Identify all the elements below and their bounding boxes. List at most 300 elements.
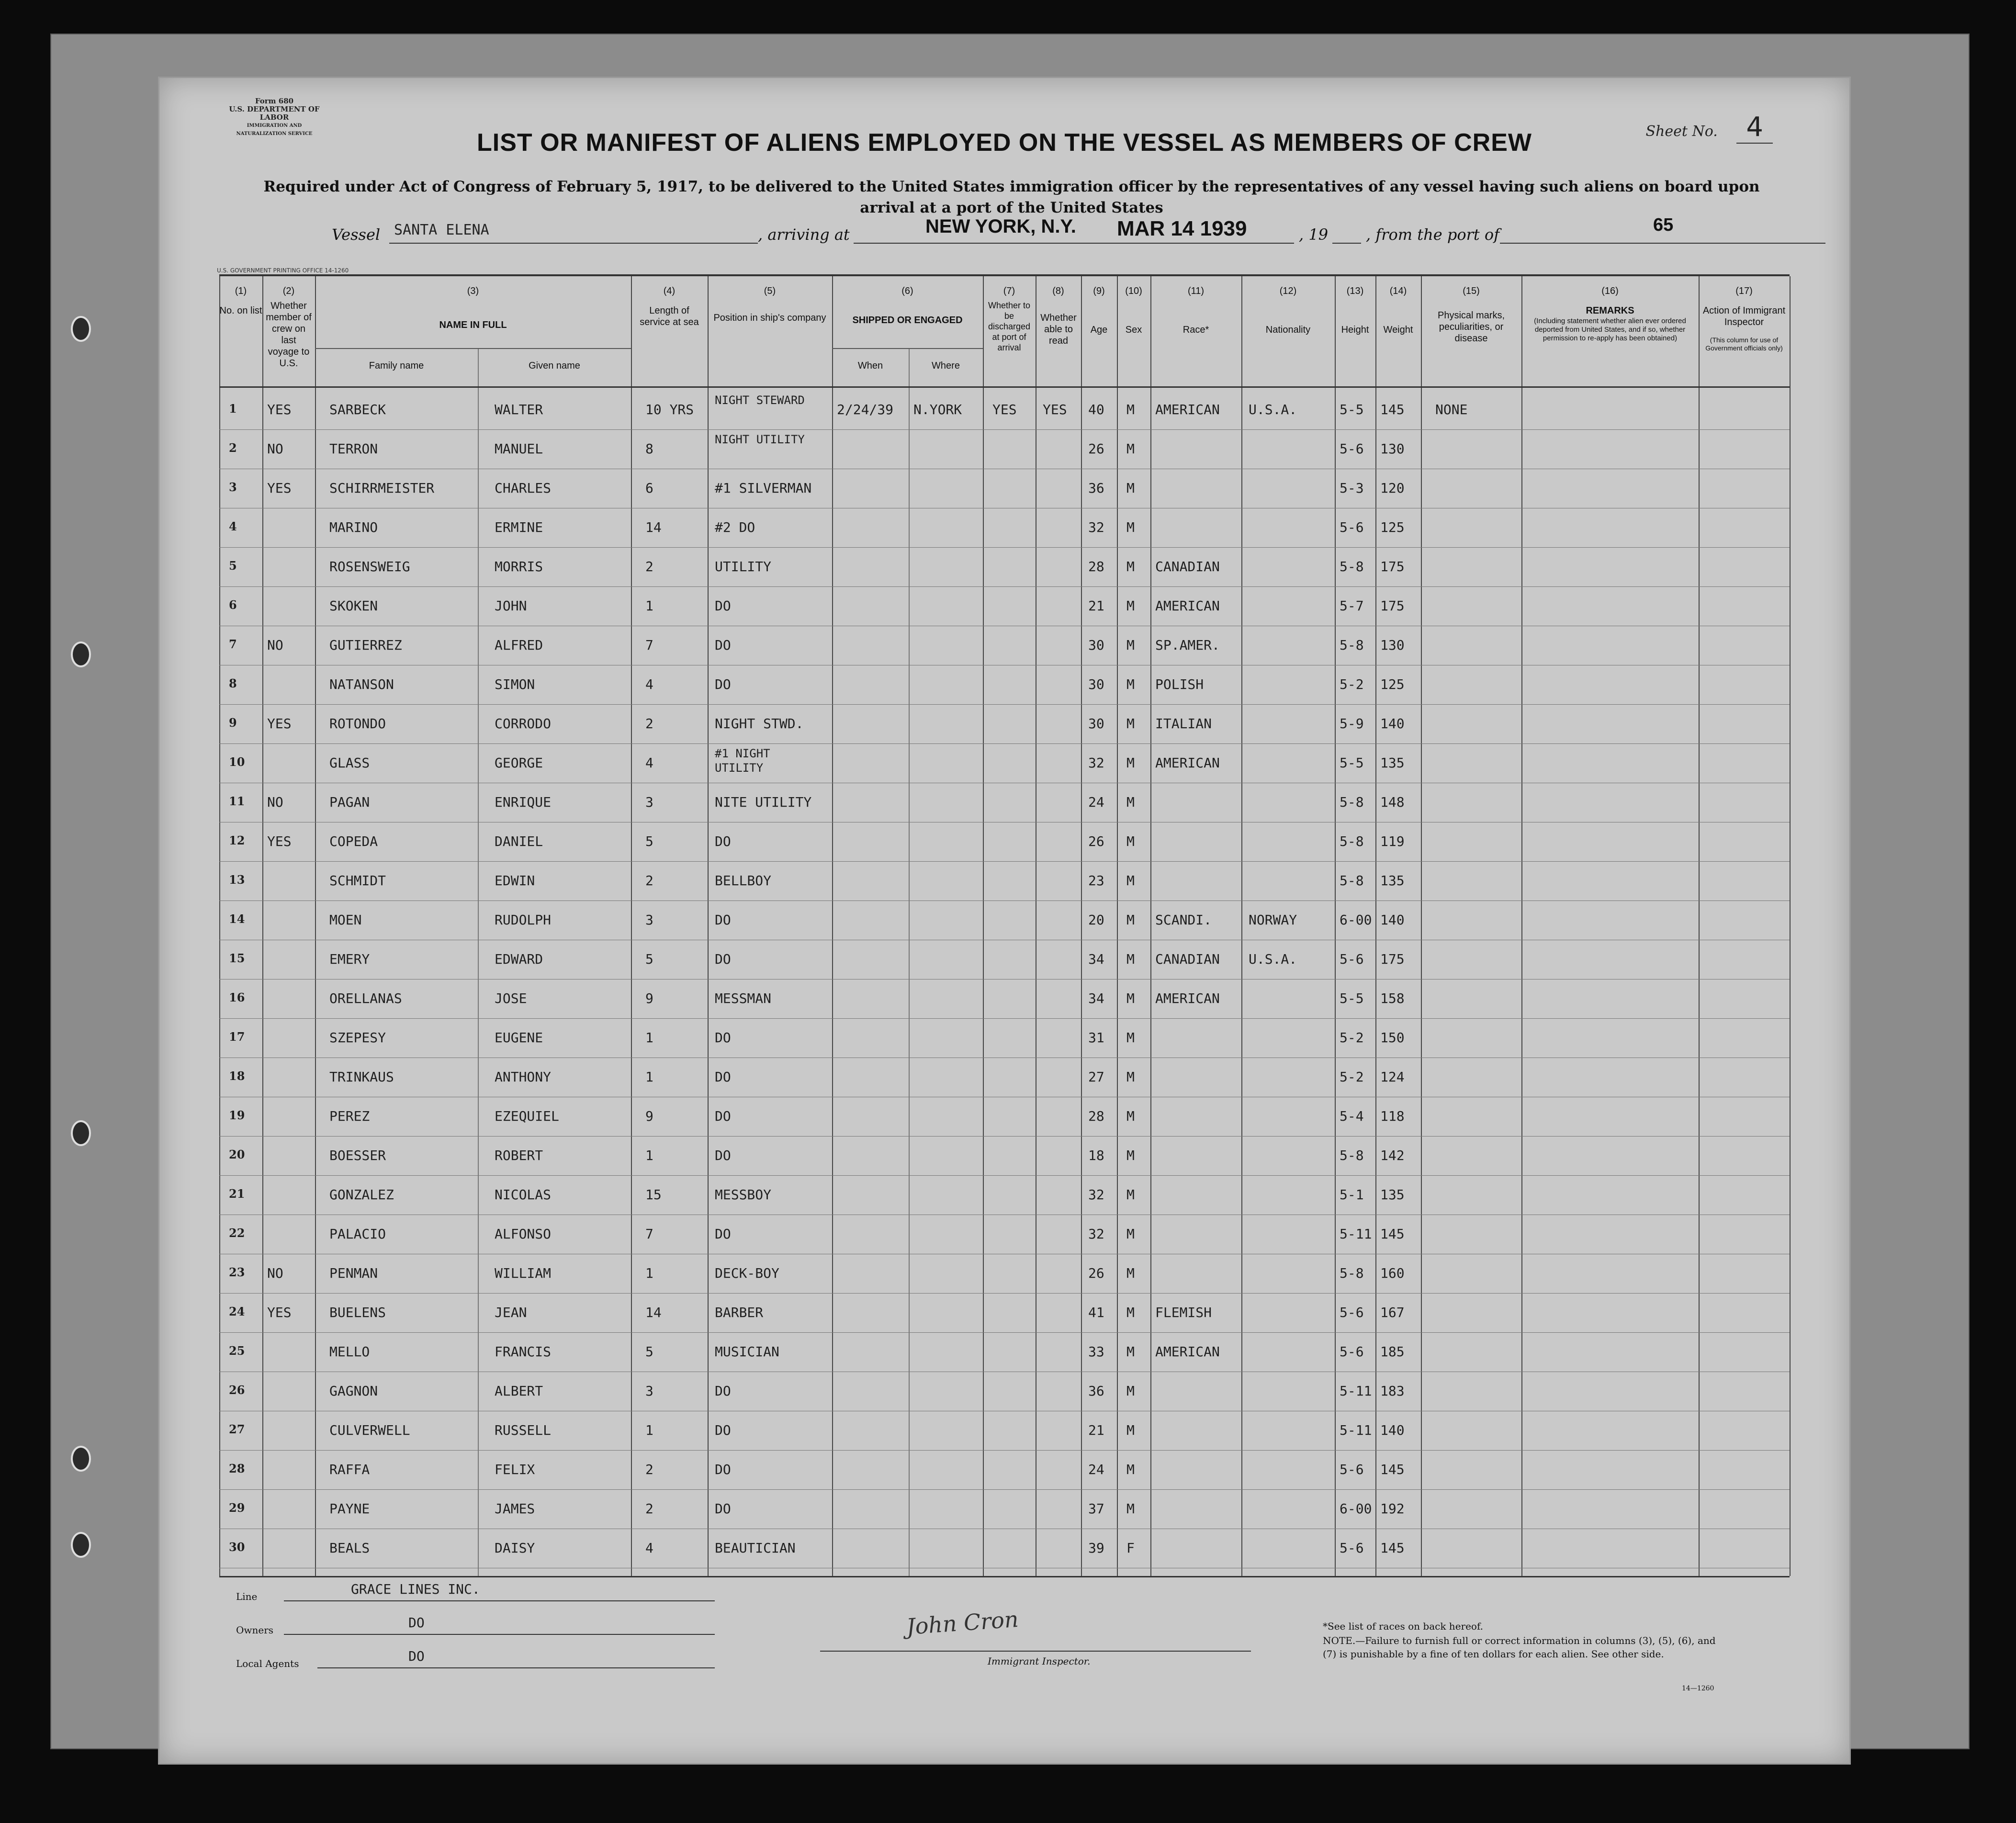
cell-sex: M [1126, 1108, 1135, 1124]
cell-age: 26 [1088, 833, 1104, 849]
table-row [219, 509, 1790, 548]
cell-given-name: GEORGE [495, 755, 543, 771]
cell-length-of-service: 3 [645, 912, 653, 928]
table-row [219, 587, 1790, 626]
cell-height: 5-7 [1340, 598, 1364, 614]
cell-family-name: MOEN [329, 912, 362, 928]
col-last-voyage: Whether member of crew on last voyage to U.S. [266, 301, 312, 369]
cell-age: 32 [1088, 1187, 1104, 1203]
cell-given-name: NICOLAS [495, 1187, 552, 1203]
table-row [219, 744, 1790, 783]
cell-length-of-service: 6 [645, 480, 653, 496]
cell-weight: 175 [1380, 951, 1405, 967]
col-shipped-or-engaged: SHIPPED OR ENGAGED [852, 315, 963, 326]
cell-length-of-service: 7 [645, 1226, 653, 1242]
cell-position: MESSMAN [715, 990, 772, 1006]
cell-height: 5-1 [1340, 1187, 1364, 1203]
vessel-line: Vessel SANTA ELENA , arriving at NEW YORK, N.Y. MAR 14 1939 , 19 , from the port of 65 [332, 222, 1816, 246]
cell-position: DO [715, 833, 731, 849]
table-row [219, 1058, 1790, 1097]
cell-row-number: 18 [229, 1069, 245, 1083]
cell-weight: 145 [1380, 1540, 1405, 1556]
col-no-on-list: No. on list [219, 305, 262, 316]
cell-last-voyage: NO [267, 1265, 283, 1281]
cell-sex: M [1126, 676, 1135, 692]
cell-family-name: SCHIRRMEISTER [329, 480, 435, 496]
cell-row-number: 5 [229, 559, 237, 573]
table-row [219, 1490, 1790, 1529]
cell-given-name: ANTHONY [495, 1069, 552, 1085]
cell-family-name: ROTONDO [329, 716, 386, 731]
cell-row-number: 22 [229, 1226, 245, 1240]
cell-age: 32 [1088, 1226, 1104, 1242]
cell-row-number: 3 [229, 480, 237, 494]
cell-sex: M [1126, 833, 1135, 849]
owners-value: DO [408, 1615, 425, 1631]
cell-age: 40 [1088, 402, 1104, 417]
cell-family-name: ORELLANAS [329, 990, 402, 1006]
cell-row-number: 27 [229, 1422, 245, 1436]
table-row [219, 1176, 1790, 1215]
table-row [219, 1137, 1790, 1176]
cell-family-name: TERRON [329, 441, 378, 457]
cell-weight: 140 [1380, 716, 1405, 731]
cell-age: 36 [1088, 480, 1104, 496]
cell-given-name: ROBERT [495, 1148, 543, 1163]
cell-weight: 185 [1380, 1344, 1405, 1360]
cell-nationality: NORWAY [1249, 912, 1297, 928]
cell-race: AMERICAN [1155, 402, 1220, 417]
cell-length-of-service: 2 [645, 873, 653, 889]
table-row [219, 666, 1790, 705]
cell-height: 5-8 [1340, 794, 1364, 810]
cell-height: 5-5 [1340, 402, 1364, 417]
col-action-note: (This column for use of Government officials only) [1705, 336, 1783, 352]
cell-weight: 119 [1380, 833, 1405, 849]
cell-position: DO [715, 1108, 731, 1124]
cell-length-of-service: 14 [645, 519, 662, 535]
cell-length-of-service: 4 [645, 1540, 653, 1556]
cell-physical-marks: NONE [1435, 402, 1468, 417]
col-sex: Sex [1125, 325, 1142, 335]
cell-height: 5-2 [1340, 1069, 1364, 1085]
cell-age: 36 [1088, 1383, 1104, 1399]
form-identifier: Form 680 U.S. DEPARTMENT OF LABOR IMMIGRATION AND NATURALIZATION SERVICE [229, 97, 320, 136]
cell-age: 30 [1088, 676, 1104, 692]
cell-position: BEAUTICIAN [715, 1540, 796, 1556]
cell-height: 5-11 [1340, 1226, 1372, 1242]
col-able-to-read: Whether able to read [1040, 313, 1077, 346]
cell-row-number: 25 [229, 1344, 245, 1358]
cell-family-name: CULVERWELL [329, 1422, 410, 1438]
cell-length-of-service: 1 [645, 598, 653, 614]
cell-last-voyage: YES [267, 480, 292, 496]
cell-position: DO [715, 912, 731, 928]
cell-discharged: YES [992, 402, 1017, 417]
cell-position: DO [715, 1422, 731, 1438]
cell-length-of-service: 2 [645, 716, 653, 731]
vessel-name: SANTA ELENA [394, 222, 489, 238]
cell-family-name: MELLO [329, 1344, 370, 1360]
col-remarks: REMARKS [1586, 305, 1634, 316]
table-row [219, 1098, 1790, 1137]
cell-height: 5-2 [1340, 676, 1364, 692]
table-row [219, 941, 1790, 979]
cell-given-name: FELIX [495, 1462, 535, 1477]
cell-weight: 135 [1380, 1187, 1405, 1203]
cell-weight: 135 [1380, 755, 1405, 771]
cell-given-name: DANIEL [495, 833, 543, 849]
cell-weight: 142 [1380, 1148, 1405, 1163]
cell-age: 21 [1088, 598, 1104, 614]
cell-position: DO [715, 598, 731, 614]
cell-height: 5-2 [1340, 1030, 1364, 1046]
cell-row-number: 17 [229, 1030, 245, 1044]
cell-weight: 148 [1380, 794, 1405, 810]
cell-row-number: 15 [229, 951, 245, 965]
cell-family-name: TRINKAUS [329, 1069, 394, 1085]
cell-row-number: 10 [229, 755, 245, 769]
cell-given-name: MANUEL [495, 441, 543, 457]
inspector-signature: John Cron [905, 1606, 1020, 1640]
cell-given-name: JOSE [495, 990, 527, 1006]
cell-position: DO [715, 1148, 731, 1163]
cell-age: 23 [1088, 873, 1104, 889]
cell-race: SCANDI. [1155, 912, 1212, 928]
cell-age: 30 [1088, 637, 1104, 653]
cell-position: MESSBOY [715, 1187, 772, 1203]
table-row [219, 1530, 1790, 1568]
cell-position: DO [715, 1226, 731, 1242]
cell-weight: 140 [1380, 1422, 1405, 1438]
table-row [219, 1412, 1790, 1451]
cell-race: AMERICAN [1155, 990, 1220, 1006]
cell-age: 24 [1088, 794, 1104, 810]
cell-sex: M [1126, 1226, 1135, 1242]
cell-length-of-service: 8 [645, 441, 653, 457]
cell-age: 34 [1088, 951, 1104, 967]
cell-given-name: DAISY [495, 1540, 535, 1556]
cell-sex: M [1126, 1148, 1135, 1163]
cell-sex: M [1126, 637, 1135, 653]
table-row [219, 627, 1790, 665]
arrival-port: NEW YORK, N.Y. [925, 216, 1076, 237]
cell-height: 5-9 [1340, 716, 1364, 731]
table-row [219, 1333, 1790, 1372]
cell-weight: 167 [1380, 1305, 1405, 1320]
cell-row-number: 4 [229, 519, 237, 533]
cell-row-number: 29 [229, 1501, 245, 1515]
cell-position: #1 NIGHT UTILITY [715, 747, 770, 775]
cell-position: DO [715, 1383, 731, 1399]
cell-row-number: 2 [229, 441, 237, 455]
punch-hole [71, 1532, 91, 1558]
cell-sex: M [1126, 1069, 1135, 1085]
cell-given-name: ENRIQUE [495, 794, 552, 810]
cell-given-name: SIMON [495, 676, 535, 692]
col-race: Race* [1183, 325, 1209, 335]
cell-age: 24 [1088, 1462, 1104, 1477]
cell-sex: M [1126, 559, 1135, 574]
cell-family-name: ROSENSWEIG [329, 559, 410, 574]
cell-given-name: ALFRED [495, 637, 543, 653]
cell-sex: M [1126, 873, 1135, 889]
cell-age: 39 [1088, 1540, 1104, 1556]
cell-row-number: 20 [229, 1148, 245, 1161]
cell-position: BELLBOY [715, 873, 772, 889]
cell-weight: 125 [1380, 676, 1405, 692]
cell-given-name: RUDOLPH [495, 912, 552, 928]
cell-nationality: U.S.A. [1249, 402, 1297, 417]
cell-given-name: EUGENE [495, 1030, 543, 1046]
cell-height: 5-3 [1340, 480, 1364, 496]
cell-given-name: FRANCIS [495, 1344, 552, 1360]
cell-weight: 145 [1380, 1226, 1405, 1242]
cell-sex: M [1126, 1383, 1135, 1399]
cell-sex: M [1126, 1187, 1135, 1203]
cell-race: ITALIAN [1155, 716, 1212, 731]
cell-height: 5-6 [1340, 441, 1364, 457]
cell-sex: M [1126, 794, 1135, 810]
manifest-sheet [158, 77, 1851, 1765]
sheet-number: Sheet No. 4 [1646, 112, 1773, 143]
cell-sex: M [1126, 755, 1135, 771]
col-weight: Weight [1383, 325, 1413, 335]
cell-race: AMERICAN [1155, 598, 1220, 614]
cell-sex: M [1126, 1422, 1135, 1438]
cell-position: NIGHT STWD. [715, 716, 804, 731]
cell-height: 5-6 [1340, 1305, 1364, 1320]
cell-given-name: JAMES [495, 1501, 535, 1517]
cell-length-of-service: 7 [645, 637, 653, 653]
cell-age: 32 [1088, 755, 1104, 771]
cell-family-name: COPEDA [329, 833, 378, 849]
cell-given-name: CHARLES [495, 480, 552, 496]
cell-age: 32 [1088, 519, 1104, 535]
cell-height: 5-6 [1340, 1344, 1364, 1360]
cell-given-name: EDWIN [495, 873, 535, 889]
cell-last-voyage: YES [267, 716, 292, 731]
cell-length-of-service: 1 [645, 1148, 653, 1163]
cell-family-name: PAGAN [329, 794, 370, 810]
cell-weight: 125 [1380, 519, 1405, 535]
cell-length-of-service: 3 [645, 794, 653, 810]
cell-position: DO [715, 676, 731, 692]
cell-shipped-where: N.YORK [913, 402, 962, 417]
cell-family-name: NATANSON [329, 676, 394, 692]
cell-family-name: SARBECK [329, 402, 386, 417]
col-action-of-inspector: Action of Immigrant Inspector [1702, 305, 1786, 327]
cell-nationality: U.S.A. [1249, 951, 1297, 967]
cell-weight: 145 [1380, 1462, 1405, 1477]
cell-length-of-service: 5 [645, 1344, 653, 1360]
cell-position: NIGHT UTILITY [715, 433, 805, 446]
cell-race: AMERICAN [1155, 1344, 1220, 1360]
cell-row-number: 24 [229, 1305, 245, 1318]
cell-position: #2 DO [715, 519, 755, 535]
col-where: Where [932, 360, 960, 371]
cell-position: DECK-BOY [715, 1265, 779, 1281]
from-port-value: 65 [1653, 215, 1674, 235]
cell-row-number: 11 [229, 794, 245, 808]
col-name-in-full: NAME IN FULL [439, 320, 507, 330]
cell-weight: 183 [1380, 1383, 1405, 1399]
cell-race: FLEMISH [1155, 1305, 1212, 1320]
cell-sex: M [1126, 1344, 1135, 1360]
cell-family-name: EMERY [329, 951, 370, 967]
cell-sex: M [1126, 1501, 1135, 1517]
punch-hole [71, 316, 91, 342]
col-when: When [857, 360, 883, 371]
cell-sex: M [1126, 990, 1135, 1006]
cell-race: CANADIAN [1155, 559, 1220, 574]
cell-height: 5-8 [1340, 873, 1364, 889]
col-discharged: Whether to be discharged at port of arrival [988, 301, 1031, 352]
cell-length-of-service: 9 [645, 1108, 653, 1124]
cell-weight: 175 [1380, 559, 1405, 574]
cell-height: 5-11 [1340, 1383, 1372, 1399]
cell-height: 5-6 [1340, 519, 1364, 535]
cell-length-of-service: 3 [645, 1383, 653, 1399]
table-row [219, 1373, 1790, 1411]
cell-sex: M [1126, 598, 1135, 614]
cell-sex: M [1126, 402, 1135, 417]
cell-row-number: 16 [229, 990, 245, 1004]
cell-sex: M [1126, 1030, 1135, 1046]
cell-age: 21 [1088, 1422, 1104, 1438]
col-remarks-note: (Including statement whether alien ever ordered deported from United States, and if so, whether permission to re-apply has been obtained) [1534, 317, 1686, 342]
cell-position: DO [715, 951, 731, 967]
cell-length-of-service: 2 [645, 1501, 653, 1517]
manifest-footer: Line GRACE LINES INC. Owners DO Local Agents DO John Cron Immigrant Inspector. *See list of races on back hereof. NOTE.—Failure to furnish full or correct information in columns (3), (5), (6), and (7) is punishable by a fine of ten dollars for each alien. See other side. 14—1260 [236, 1581, 1716, 1692]
cell-position: BARBER [715, 1305, 764, 1320]
table-row [219, 1019, 1790, 1058]
cell-weight: 192 [1380, 1501, 1405, 1517]
cell-position: NIGHT STEWARD [715, 394, 805, 407]
table-row [219, 470, 1790, 508]
cell-last-voyage: NO [267, 794, 283, 810]
cell-height: 5-8 [1340, 1148, 1364, 1163]
cell-height: 5-8 [1340, 559, 1364, 574]
cell-race: POLISH [1155, 676, 1204, 692]
cell-length-of-service: 15 [645, 1187, 662, 1203]
cell-position: MUSICIAN [715, 1344, 779, 1360]
cell-family-name: PAYNE [329, 1501, 370, 1517]
col-nationality: Nationality [1265, 325, 1311, 335]
cell-height: 5-5 [1340, 755, 1364, 771]
cell-position: DO [715, 1462, 731, 1477]
cell-sex: M [1126, 441, 1135, 457]
cell-row-number: 19 [229, 1108, 245, 1122]
cell-row-number: 7 [229, 637, 237, 651]
cell-family-name: BOESSER [329, 1148, 386, 1163]
cell-age: 34 [1088, 990, 1104, 1006]
table-row [219, 548, 1790, 587]
cell-race: SP.AMER. [1155, 637, 1220, 653]
cell-race: CANADIAN [1155, 951, 1220, 967]
date-stamp: MAR 14 1939 [1117, 217, 1247, 240]
cell-age: 27 [1088, 1069, 1104, 1085]
cell-given-name: WALTER [495, 402, 543, 417]
cell-height: 5-5 [1340, 990, 1364, 1006]
cell-given-name: CORRODO [495, 716, 552, 731]
cell-height: 6-00 [1340, 912, 1372, 928]
cell-last-voyage: YES [267, 1305, 292, 1320]
table-row [219, 784, 1790, 822]
cell-length-of-service: 4 [645, 676, 653, 692]
cell-height: 5-8 [1340, 1265, 1364, 1281]
line-value: GRACE LINES INC. [351, 1581, 480, 1597]
cell-position: DO [715, 1069, 731, 1085]
cell-height: 5-6 [1340, 1540, 1364, 1556]
cell-height: 5-8 [1340, 833, 1364, 849]
cell-sex: M [1126, 912, 1135, 928]
cell-position: DO [715, 1030, 731, 1046]
cell-family-name: MARINO [329, 519, 378, 535]
cell-family-name: GONZALEZ [329, 1187, 394, 1203]
cell-age: 37 [1088, 1501, 1104, 1517]
cell-given-name: WILLIAM [495, 1265, 552, 1281]
punch-hole [71, 1446, 91, 1472]
table-row [219, 1255, 1790, 1294]
cell-row-number: 1 [229, 402, 237, 416]
cell-age: 33 [1088, 1344, 1104, 1360]
cell-weight: 130 [1380, 441, 1405, 457]
page-title: LIST OR MANIFEST OF ALIENS EMPLOYED ON THE VESSEL AS MEMBERS OF CREW [477, 129, 1532, 157]
col-physical-marks: Physical marks, peculiarities, or disease [1437, 310, 1505, 344]
cell-family-name: PENMAN [329, 1265, 378, 1281]
cell-row-number: 28 [229, 1462, 245, 1475]
punch-hole [71, 1120, 91, 1146]
cell-race: AMERICAN [1155, 755, 1220, 771]
cell-position: NITE UTILITY [715, 794, 812, 810]
col-length-of-service: Length of service at sea [640, 305, 699, 327]
cell-given-name: EDWARD [495, 951, 543, 967]
cell-weight: 120 [1380, 480, 1405, 496]
cell-family-name: BEALS [329, 1540, 370, 1556]
cell-length-of-service: 5 [645, 833, 653, 849]
cell-shipped-when: 2/24/39 [837, 402, 894, 417]
cell-sex: M [1126, 1305, 1135, 1320]
cell-sex: M [1126, 519, 1135, 535]
table-row [219, 391, 1790, 430]
cell-given-name: ALFONSO [495, 1226, 552, 1242]
col-given-name: Given name [529, 360, 580, 371]
cell-row-number: 8 [229, 676, 237, 690]
cell-row-number: 23 [229, 1265, 245, 1279]
cell-given-name: ERMINE [495, 519, 543, 535]
cell-height: 5-6 [1340, 951, 1364, 967]
col-family-name: Family name [369, 360, 424, 371]
cell-weight: 175 [1380, 598, 1405, 614]
table-row [219, 823, 1790, 862]
cell-given-name: JOHN [495, 598, 527, 614]
cell-age: 28 [1088, 559, 1104, 574]
cell-sex: M [1126, 480, 1135, 496]
page-subtitle: Required under Act of Congress of February 5, 1917, to be delivered to the United States immigration officer by the representatives of any vessel having such aliens on board upon arrival at a port of the United States [263, 178, 1760, 216]
punch-hole [71, 641, 91, 667]
cell-length-of-service: 5 [645, 951, 653, 967]
cell-given-name: MORRIS [495, 559, 543, 574]
cell-family-name: GAGNON [329, 1383, 378, 1399]
table-row [219, 430, 1790, 469]
cell-height: 5-11 [1340, 1422, 1372, 1438]
cell-weight: 140 [1380, 912, 1405, 928]
table-row [219, 1294, 1790, 1333]
cell-sex: M [1126, 1462, 1135, 1477]
cell-weight: 158 [1380, 990, 1405, 1006]
cell-length-of-service: 10 YRS [645, 402, 694, 417]
